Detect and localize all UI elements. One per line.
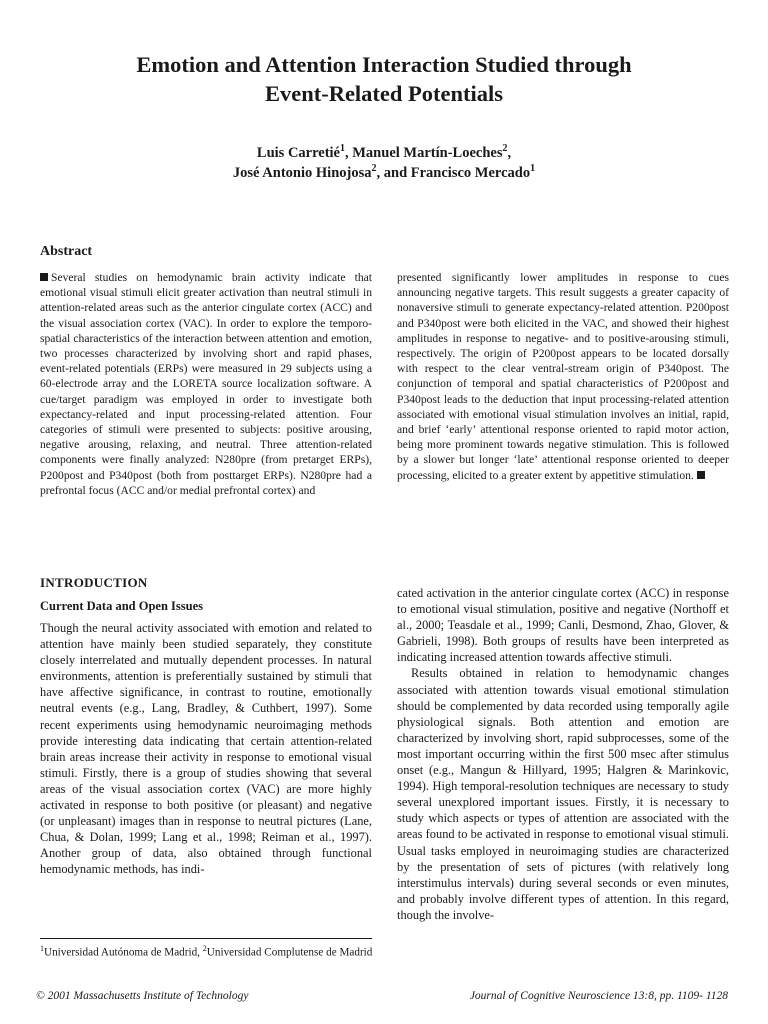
abstract-text-right — [397, 270, 729, 483]
subsection-heading: Current Data and Open Issues — [40, 599, 203, 613]
section-heading: INTRODUCTION — [40, 575, 148, 590]
affiliation-mark: 1 — [530, 163, 536, 175]
abstract-end-square-icon — [697, 471, 705, 479]
author-name: Luis Carretié — [256, 145, 340, 161]
affiliation-footnote — [40, 941, 380, 961]
body-text-left — [40, 620, 372, 878]
abstract-right-text: presented significantly lower amplitudes in response to cues announcing negative targets. This result suggests a greater capacity of nonaversive stimuli to generate expectancy-related attention. P200post and P340post were both elicited in the VAC, and showed their highest amplitudes in response to negative- and to positive-arousing stimuli, respectively. The origin of P200post appears to be located dorsally with respect to the clear ventral-stream origin of P340post. The conjunction of temporal and spatial characteristics of P200post and P340post leads to the deduction that input processing-related attention associated with emotional visual stimulation involves an initial, rapid, and brief ‘early’ attentional response oriented to rapid motor action, being more prominent towards negative stimulation. This is followed by a slower but longer ‘late’ attentional response oriented to deeper processing, elicited to a greater extent by appetitive stimulation. — [397, 271, 729, 482]
affiliation-mark: 2 — [202, 944, 207, 953]
author-line-2 — [40, 163, 728, 183]
author-separator: , — [507, 145, 512, 161]
paper-title — [40, 50, 728, 108]
abstract-start-square-icon — [40, 273, 48, 281]
journal-citation: Journal of Cognitive Neuroscience 13:8, pp. 1109- 1128 — [469, 990, 728, 1002]
footnote-divider — [40, 938, 372, 939]
affiliation-mark: 2 — [502, 143, 508, 155]
abstract-text-left — [40, 270, 372, 498]
affiliation-text: Universidad Autónoma de Madrid, — [44, 946, 203, 959]
author-list — [40, 143, 728, 183]
author-separator: , and — [376, 165, 411, 181]
title-line-2: Event-Related Potentials — [264, 81, 504, 106]
author-line-1 — [40, 143, 728, 163]
abstract-left-text: Several studies on hemodynamic brain activity indicate that emotional visual stimuli elicit greater activation than neutral stimuli in attention-related areas such as the anterior cingulate cortex (ACC) and the visual association cortex (VAC). In order to explore the temporo-spatial characteristics of the interaction between attention and emotion, two processes characterized by involving short and rapid phases, event-related potentials (ERPs) were measured in 29 subjects using a 60-electrode array and the LORETA source localization software. A cue/target paradigm was employed in order to investigate both expectancy-related and input processing-related attention. Four categories of stimuli were presented to subjects: positive arousing, negative arousing, relaxing, and neutral. Three attention-related components were finally analyzed: N280pre (from pretarget ERPs), P200post and P340post (both from posttarget ERPs). N280pre had a prefrontal focus (ACC and/or medial prefrontal cortex) and — [40, 271, 372, 497]
author-separator: , — [345, 145, 353, 161]
author-name: Francisco Mercado — [410, 165, 531, 181]
affiliation-mark: 1 — [340, 143, 345, 155]
affiliation-mark: 2 — [371, 163, 377, 175]
author-name: José Antonio Hinojosa — [232, 165, 372, 181]
title-line-1: Emotion and Attention Interaction Studied through — [136, 52, 632, 77]
copyright-notice: © 2001 Massachusetts Institute of Technology — [36, 990, 249, 1002]
body-paragraph: Results obtained in relation to hemodynamic changes associated with attention towards visual emotional stimulation should be complemented by data recorded using temporally agile physiological signals. Both attention and emotion are characterized by involving short, rapid subprocesses, some of the most important occurring within the first 500 msec after stimulus onset (e.g., Mangun & Hillyard, 1995; Halgren & Marinkovic, 1994). High temporal-resolution techniques are necessary to study several unexplored important issues. Firstly, it is necessary to study which aspects or types of attention are associated with the areas found to be activated in response to emotional visual stimuli. Usual tasks employed in neuroimaging studies are characterized by the presentation of sets of pictures (with relatively long interstimulus intervals) during several seconds or even minutes, and probably involve different types of attention. In this regard, though the involve- — [397, 666, 729, 922]
affiliation-text: Universidad Complutense de Madrid — [206, 946, 373, 959]
affiliation-mark: 1 — [40, 944, 44, 953]
body-text-right — [397, 585, 729, 923]
abstract-heading: Abstract — [40, 244, 93, 259]
author-name: Manuel Martín-Loeches — [352, 145, 503, 161]
body-paragraph: Though the neural activity associated with emotion and related to attention have mainly been studied separately, they constitute closely interrelated and mutually dependent processes. In natural environments, attention is preferentially sustained by stimuli that have affective significance, in contrast to routine, emotionally neutral events (e.g., Lang, Bradley, & Cuthbert, 1997). Some recent experiments using hemodynamic neuroimaging methods provide interesting data indicating that certain attention-related brain areas increase their activity in response to emotional visual stimuli. Firstly, there is a group of studies showing that several areas of the visual association cortex (VAC) are more highly activated in response to both positive (or pleasant) and negative (or unpleasant) images than in response to neutral pictures (Lane, Chua, & Dolan, 1999; Lang et al., 1998; Reiman et al., 1997). Another group of data, also obtained through functional hemodynamic methods, has indi- — [40, 621, 372, 877]
body-paragraph: cated activation in the anterior cingulate cortex (ACC) in response to emotional visual stimulation, positive and negative (Northoff et al., 2000; Teasdale et al., 1999; Canli, Desmond, Zhao, Glover, & Gabrieli, 1998). Both groups of results have been interpreted as indicating increased attention towards affective stimuli. — [397, 586, 729, 665]
